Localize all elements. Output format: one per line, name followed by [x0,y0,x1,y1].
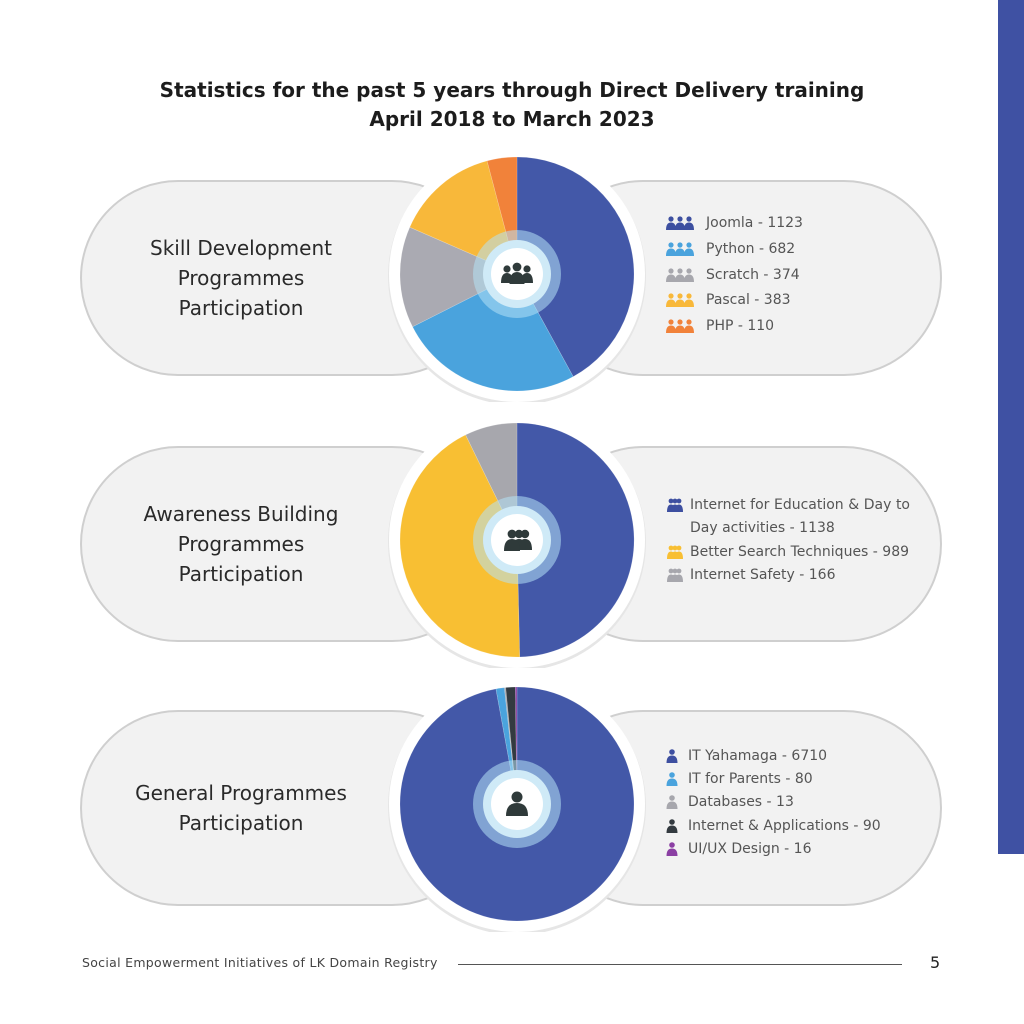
legend-label: Scratch - 374 [706,267,800,283]
label-line: Programmes [177,266,305,290]
person-icon [666,842,678,856]
skill-development-section [0,160,1024,400]
group-icon [666,242,694,256]
label-line: Participation [178,296,304,320]
legend-item-ui-ux-design [666,838,811,861]
pie-chart [382,686,652,932]
awareness-building-section [0,426,1024,666]
legend-label: Internet & Applications - 90 [688,818,881,834]
footer-text: Social Empowerment Initiatives of LK Domain Registry [82,955,438,970]
people-icon [666,498,686,512]
legend-item-better-search [666,541,909,564]
chart-label [90,446,392,642]
group-icon [666,216,694,230]
label-line: Skill Development [150,236,332,260]
person-icon [666,749,678,763]
legend-item-internet-applications [666,815,881,838]
label-line: Awareness Building [143,502,339,526]
title-line-2: April 2018 to March 2023 [369,107,655,131]
legend-label: Internet for Education & Day to Day activities - 1138 [690,497,910,536]
group-icon [501,263,533,284]
footer-divider [458,964,902,965]
legend-label: Internet Safety - 166 [690,567,836,583]
legend-item-joomla [666,212,803,235]
chart-label [90,180,392,376]
legend-item-databases [666,791,794,814]
label-line: Participation [178,811,304,835]
page-number: 5 [930,953,941,972]
group-icon [666,268,694,282]
label-line: Programmes [177,532,305,556]
legend-label: Pascal - 383 [706,292,791,308]
people-icon [504,530,532,551]
label-line: Participation [178,562,304,586]
legend-label: IT Yahamaga - 6710 [688,748,828,764]
legend-label: Joomla - 1123 [706,215,803,231]
legend-item-scratch [666,264,800,287]
group-icon [666,293,694,307]
chart-label [90,710,392,906]
pie-chart [382,422,652,668]
legend-label: PHP - 110 [706,318,775,334]
group-icon [666,319,694,333]
title-line-1: Statistics for the past 5 years through Direct Delivery training [159,78,865,102]
label-line: General Programmes [135,781,347,805]
person-icon [666,819,678,833]
legend-item-it-yahamaga [666,745,827,768]
people-icon [666,568,686,582]
person-icon [666,772,678,786]
legend-item-php [666,315,774,338]
legend-item-internet-safety [666,564,836,587]
legend-item-internet-education [666,494,910,540]
pie-chart [382,156,652,402]
legend-item-it-for-parents [666,768,813,791]
general-programmes-section [0,690,1024,930]
legend-label: Databases - 13 [688,794,794,810]
legend-label: Better Search Techniques - 989 [690,544,910,560]
page-title [0,76,1024,134]
legend-item-python [666,238,795,261]
legend-item-pascal [666,289,791,312]
people-icon [666,545,686,559]
person-icon [666,795,678,809]
legend-label: UI/UX Design - 16 [688,841,812,857]
legend-label: Python - 682 [706,241,796,257]
legend-label: IT for Parents - 80 [688,771,813,787]
